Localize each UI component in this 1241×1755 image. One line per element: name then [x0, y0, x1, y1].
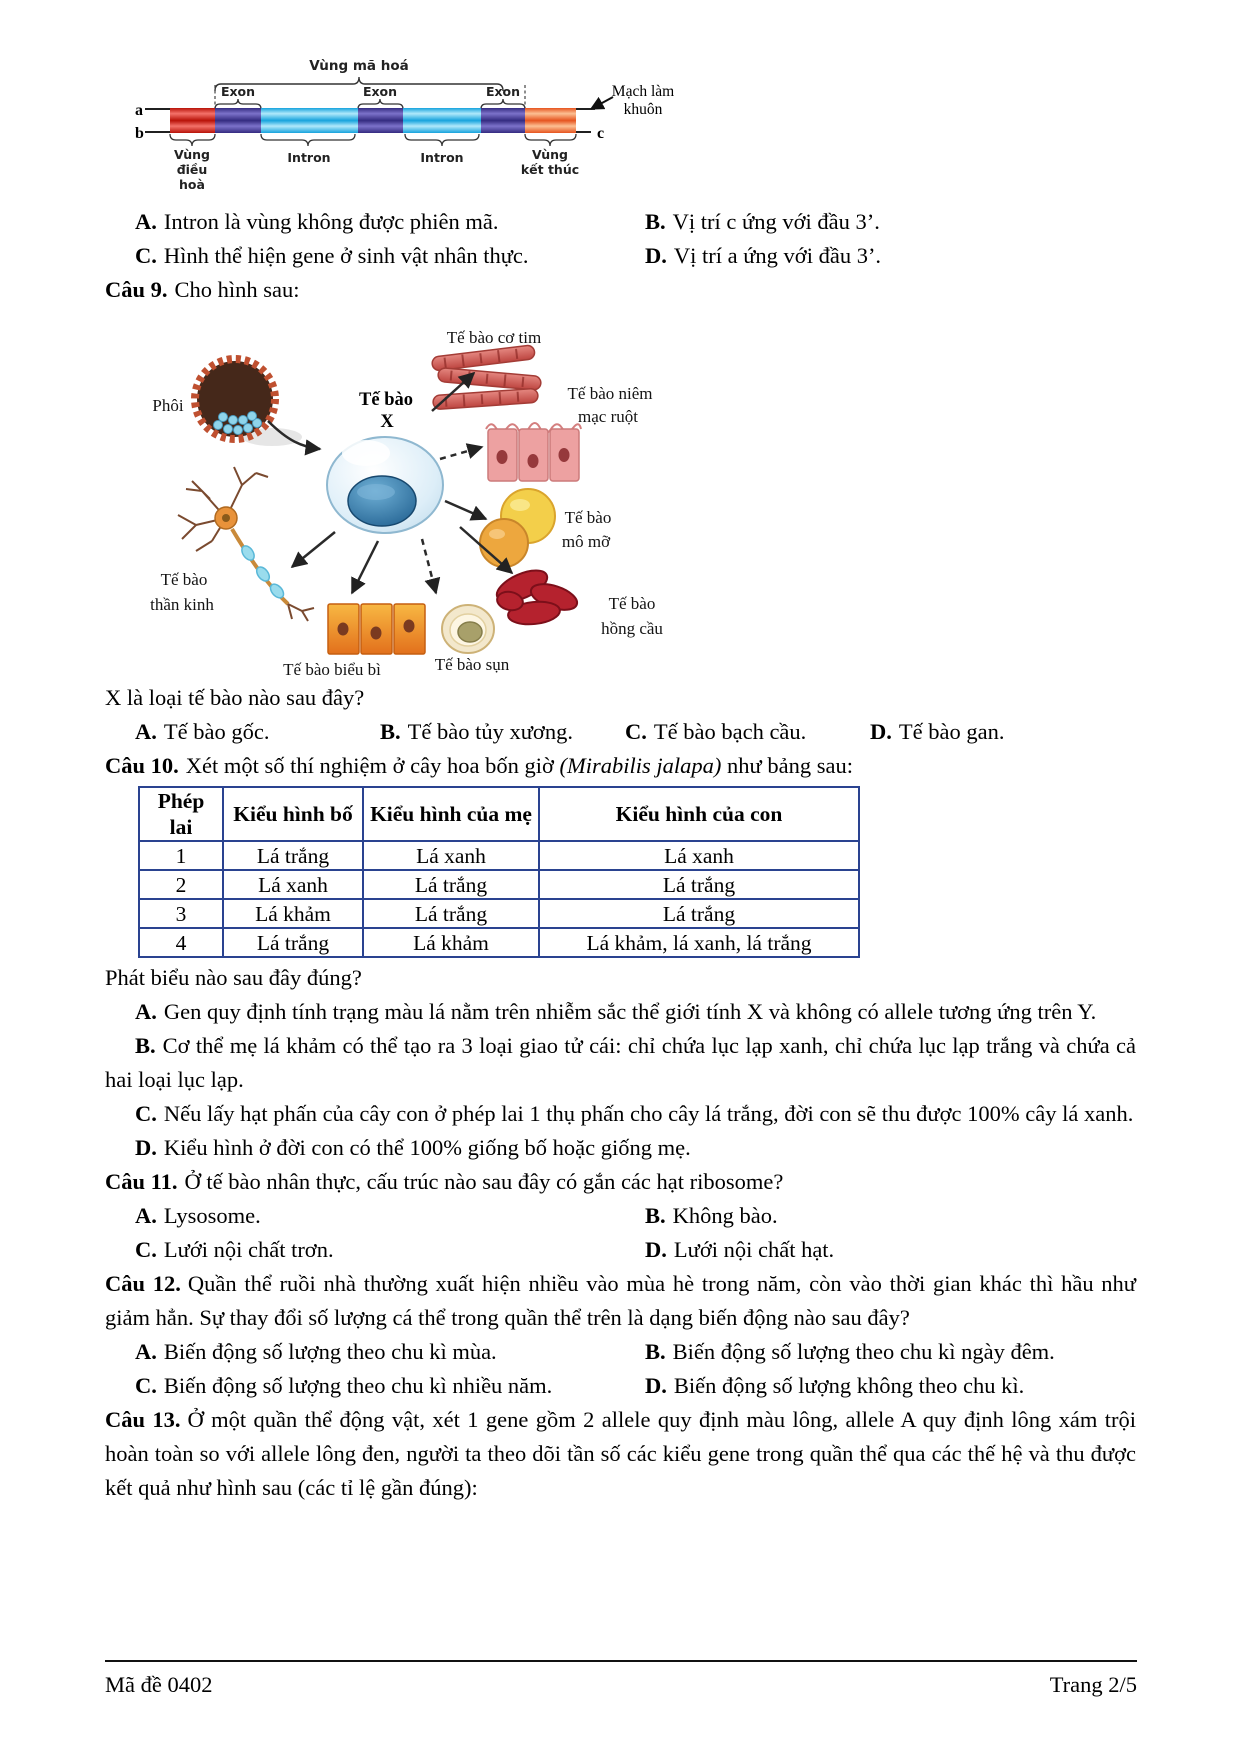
table-cell: Lá khảm [223, 899, 363, 928]
option-text: Cơ thể mẹ lá khảm có thể tạo ra 3 loại giao tử cái: chỉ chứa lục lạp xanh, chỉ chứa lục lạp trắng và chứa cả hai loại lục lạp. [105, 1033, 1136, 1092]
stem-cell-x-illustration [327, 437, 443, 533]
option-label: D. [645, 1237, 667, 1262]
exon-brace-3 [481, 99, 525, 109]
table-cell: 1 [139, 841, 223, 870]
cell-x-label-line2: X [380, 412, 394, 432]
q12-option-d [645, 1369, 1136, 1403]
q12-option-a [135, 1335, 645, 1369]
arrow-to-epidermis [352, 541, 378, 593]
question12-stem [105, 1267, 1136, 1335]
q9-option-b [380, 715, 625, 749]
fat-cell-label-line1: Tế bào [564, 508, 612, 527]
question12-text: Quần thể ruồi nhà thường xuất hiện nhiều vào mùa hè trong năm, còn vào thời gian khác thì hầu như giảm hẳn. Sự thay đổi số lượng cá thể trong quần thể trên là dạng biến động nào sau đây? [105, 1271, 1136, 1330]
exon-brace-2 [358, 99, 403, 109]
svg-text:kết thúc: kết thúc [520, 162, 580, 177]
cell-x-label-line1: Tế bào [359, 390, 413, 410]
svg-text:Vùng: Vùng [532, 147, 568, 162]
question13-number: Câu 13. [105, 1407, 181, 1432]
option-text: Lysosome. [163, 1203, 261, 1228]
option-label: A. [135, 1203, 157, 1228]
table-cell: Lá xanh [223, 870, 363, 899]
option-label: B. [380, 719, 401, 744]
option-label: A. [135, 209, 157, 234]
option-label: B. [645, 1339, 666, 1364]
table-cell: Lá trắng [363, 899, 539, 928]
q8-option-b [645, 205, 1136, 239]
q8-option-c [135, 239, 645, 273]
question9-question: X là loại tế bào nào sau đây? [105, 685, 365, 710]
strand-a-label: a [135, 102, 143, 119]
question11-text: Ở tế bào nhân thực, cấu trúc nào sau đây có gắn các hạt ribosome? [184, 1169, 784, 1194]
option-label: C. [625, 719, 647, 744]
exon-brace-1 [215, 99, 261, 109]
coding-region-label: Vùng mã hoá [309, 58, 409, 74]
option-text: Tế bào gốc. [163, 719, 270, 744]
table-row [139, 870, 859, 899]
arrow-to-cartilage [422, 539, 436, 593]
question9-options [105, 715, 1136, 749]
mucosa-cell-label-line2: mạc ruột [578, 407, 638, 426]
option-text: Hình thể hiện gene ở sinh vật nhân thực. [163, 243, 529, 268]
rbc-label-line2: hồng cầu [601, 619, 663, 638]
question10-intro-pre: Xét một số thí nghiệm ở cây hoa bốn giờ [185, 753, 560, 778]
exon-label-1: Exon [220, 84, 256, 99]
svg-text:Vùng: Vùng [174, 147, 210, 162]
epidermis-cell-label: Tế bào biểu bì [283, 660, 381, 679]
red-blood-cells-illustration [492, 564, 580, 627]
intron-label-2: Intron [420, 150, 464, 165]
option-label: A. [135, 1339, 157, 1364]
question10-table [138, 786, 860, 958]
rbc-label-line1: Tế bào [608, 594, 656, 613]
cartilage-cell-illustration [442, 605, 494, 653]
option-label: A. [135, 999, 157, 1024]
gene-segments [170, 108, 576, 133]
option-label: D. [645, 1373, 667, 1398]
option-label: D. [870, 719, 892, 744]
table-cell: 3 [139, 899, 223, 928]
option-label: C. [135, 1237, 157, 1262]
q9-option-d [870, 715, 1136, 749]
strand-c-label: c [597, 125, 605, 142]
question8-options [105, 205, 1136, 273]
question11-number: Câu 11. [105, 1169, 178, 1194]
option-text: Kiểu hình ở đời con có thể 100% giống bố hoặc giống mẹ. [163, 1135, 691, 1160]
option-text: Biến động số lượng không theo chu kì. [673, 1373, 1025, 1398]
q10-option-c [105, 1097, 1136, 1131]
template-strand-arrow [591, 97, 613, 109]
option-text: Nếu lấy hạt phấn của cây con ở phép lai 1 thụ phấn cho cây lá trắng, đời con sẽ thu được 100% cây lá xanh. [163, 1101, 1134, 1126]
terminator-brace [525, 134, 576, 146]
q12-option-b [645, 1335, 1136, 1369]
option-label: C. [135, 1373, 157, 1398]
question13-text: Ở một quần thể động vật, xét 1 gene gồm 2 allele quy định màu lông, allele A quy định lông xám trội hoàn toàn so với allele lông đen, người ta theo dõi tần số các kiểu gene trong quần thể qua các thế hệ và thu được kết quả như hình sau (các tỉ lệ gần đúng): [105, 1407, 1137, 1500]
option-label: B. [645, 209, 666, 234]
svg-text:điều: điều [176, 162, 208, 177]
table-row [139, 841, 859, 870]
option-text: Không bào. [672, 1203, 778, 1228]
option-text: Intron là vùng không được phiên mã. [163, 209, 499, 234]
q9-option-a [135, 715, 380, 749]
cartilage-cell-label: Tế bào sụn [434, 655, 510, 674]
table-row [139, 899, 859, 928]
table-cell: Lá khảm [363, 928, 539, 957]
embryo-label: Phôi [152, 396, 184, 415]
option-text: Vị trí a ứng với đầu 3’. [673, 243, 882, 268]
option-text: Tế bào tủy xương. [407, 719, 573, 744]
question10-intro-post: như bảng sau: [721, 753, 853, 778]
option-label: D. [645, 243, 667, 268]
cell-differentiation-figure [120, 289, 700, 681]
question9-intro: Cho hình sau: [174, 277, 300, 302]
q11-option-b [645, 1199, 1136, 1233]
table-cell: Lá trắng [539, 899, 859, 928]
question10-stem [105, 749, 1136, 783]
table-cell: Lá khảm, lá xanh, lá trắng [539, 928, 859, 957]
question12-options [105, 1335, 1136, 1403]
species-name-italic: (Mirabilis jalapa) [559, 753, 722, 778]
option-text: Gen quy định tính trạng màu lá nằm trên nhiễm sắc thể giới tính X và không có allele tương ứng trên Y. [163, 999, 1097, 1024]
question11-stem [105, 1165, 1136, 1199]
option-text: Tế bào gan. [898, 719, 1005, 744]
table-cell: Lá xanh [539, 841, 859, 870]
option-label: B. [135, 1033, 156, 1058]
fat-cell-label-line2: mô mỡ [561, 532, 611, 551]
option-text: Lưới nội chất hạt. [673, 1237, 835, 1262]
embryo-illustration [195, 359, 302, 446]
table-cell: Lá trắng [539, 870, 859, 899]
option-text: Lưới nội chất trơn. [163, 1237, 334, 1262]
table-cell: 4 [139, 928, 223, 957]
exon-label-3: Exon [485, 84, 521, 99]
exon-label-2: Exon [362, 84, 398, 99]
option-label: B. [645, 1203, 666, 1228]
q10-option-b [105, 1029, 1136, 1097]
question12-number: Câu 12. [105, 1271, 181, 1296]
question10-number: Câu 10. [105, 753, 179, 778]
option-text: Tế bào bạch cầu. [653, 719, 807, 744]
q8-option-a [135, 205, 645, 239]
coding-region-brace [215, 77, 503, 91]
gene-structure-diagram [133, 52, 683, 197]
q11-option-c [135, 1233, 645, 1267]
regulatory-brace [170, 134, 215, 146]
option-label: D. [135, 1135, 157, 1160]
page-footer [105, 1660, 1137, 1702]
table-header-row [139, 787, 859, 841]
option-text: Biến động số lượng theo chu kì ngày đêm. [672, 1339, 1055, 1364]
table-cell: Lá trắng [363, 870, 539, 899]
svg-text:khuôn: khuôn [623, 101, 663, 118]
option-text: Biến động số lượng theo chu kì nhiều năm. [163, 1373, 553, 1398]
q10-option-a [105, 995, 1136, 1029]
option-label: C. [135, 1101, 157, 1126]
column-header: Phép lai [139, 787, 223, 841]
regulatory-region-label [174, 147, 210, 192]
svg-text:Mạch làm: Mạch làm [611, 83, 675, 100]
option-text: Vị trí c ứng với đầu 3’. [672, 209, 880, 234]
table-cell: Lá xanh [363, 841, 539, 870]
cardiac-cell-label: Tế bào cơ tim [446, 328, 542, 347]
question13-stem [105, 1403, 1136, 1505]
nerve-cell-label-line1: Tế bào [160, 570, 208, 589]
strand-b-label: b [135, 125, 144, 142]
q9-option-c [625, 715, 870, 749]
terminator-region-label [521, 147, 579, 177]
question11-options [105, 1199, 1136, 1267]
column-header: Kiểu hình bố [223, 787, 363, 841]
q11-option-d [645, 1233, 1136, 1267]
table-cell: Lá trắng [223, 841, 363, 870]
mucosa-cell-label-line1: Tế bào niêm [567, 384, 653, 403]
intron-label-1: Intron [287, 150, 331, 165]
epidermis-cells-illustration [328, 604, 425, 654]
table-row [139, 928, 859, 957]
template-strand-label [612, 83, 674, 118]
nerve-cell-label-line2: thần kinh [150, 595, 214, 614]
arrow-to-fat [445, 501, 486, 519]
intron-brace-1 [261, 134, 355, 146]
q8-option-d [645, 239, 1136, 273]
q10-option-d [105, 1131, 1136, 1165]
q12-option-c [135, 1369, 645, 1403]
exam-code: Mã đề 0402 [105, 1672, 213, 1697]
q11-option-a [135, 1199, 645, 1233]
option-label: C. [135, 243, 157, 268]
arrow-to-mucosa [440, 447, 482, 459]
column-header: Kiểu hình của con [539, 787, 859, 841]
page-number: Trang 2/5 [1049, 1672, 1137, 1697]
question9-number: Câu 9. [105, 277, 168, 302]
intron-brace-2 [405, 134, 479, 146]
svg-text:hoà: hoà [179, 177, 205, 192]
mucosa-cells-illustration [486, 423, 581, 481]
arrow-to-neuron [292, 532, 335, 567]
column-header: Kiểu hình của mẹ [363, 787, 539, 841]
option-label: A. [135, 719, 157, 744]
cardiac-muscle-illustration [431, 345, 541, 410]
table-cell: Lá trắng [223, 928, 363, 957]
question10-question: Phát biểu nào sau đây đúng? [105, 965, 362, 990]
option-text: Biến động số lượng theo chu kì mùa. [163, 1339, 497, 1364]
table-cell: 2 [139, 870, 223, 899]
